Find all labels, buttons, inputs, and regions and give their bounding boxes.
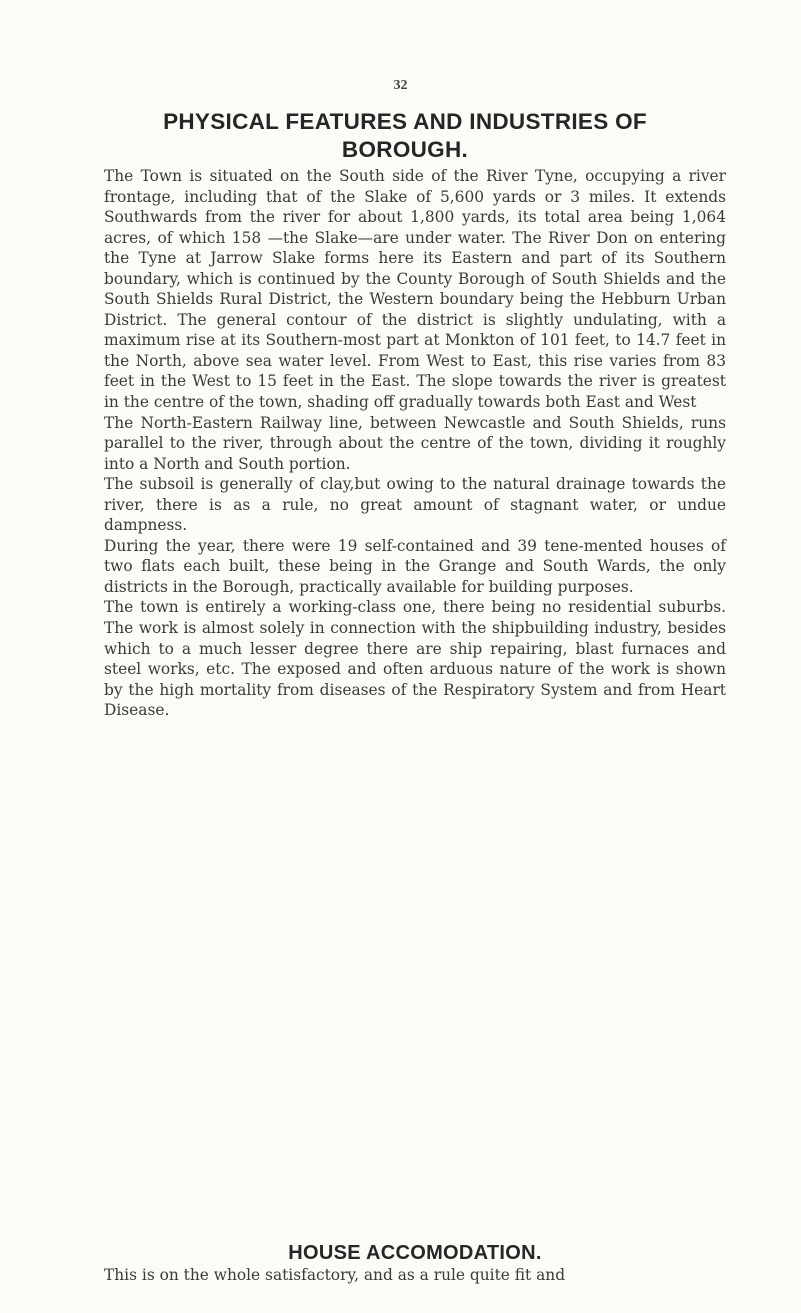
paragraph-railway: The North-Eastern Railway line, between Newcastle and South Shields, runs parallel to the river, through about the centre of the town, dividing it roughly into a North and South portion. bbox=[104, 413, 726, 473]
paragraph-housing-built: During the year, there were 19 self-contained and 39 tene-mented houses of two flats each built, these being in the Grange and South Wards, the only districts in the Borough, practically available for building purposes. bbox=[104, 536, 726, 596]
section-title bbox=[80, 108, 730, 164]
title-line-2: BOROUGH. bbox=[341, 137, 469, 162]
subheading-house-accommodation: HOUSE ACCOMODATION. bbox=[288, 1242, 542, 1264]
page-number: 32 bbox=[393, 78, 408, 93]
paragraph-industries: The town is entirely a working-class one, there being no residential suburbs. The work is almost solely in connection with the shipbuilding industry, besides which to a much lesser degree there are ship repairing, blast furnaces and steel works, etc. The exposed and often arduous nature of the work is shown by the high mortality from diseases of the Respiratory System and from Heart Disease. bbox=[104, 598, 726, 720]
paragraph-subsoil: The subsoil is generally of clay,but owing to the natural drainage towards the river, there is as a rule, no great amount of stagnant water, or undue dampness. bbox=[104, 475, 726, 535]
body-text bbox=[104, 166, 726, 721]
title-line-1: PHYSICAL FEATURES AND INDUSTRIES OF bbox=[163, 109, 647, 134]
paragraph-house-accommodation: This is on the whole satisfactory, and as a rule quite fit and bbox=[104, 1266, 566, 1284]
paragraph-location: The Town is situated on the South side of the River Tyne, occupying a river frontage, including that of the Slake of 5,600 yards or 3 miles. It extends Southwards from the river for about 1,800 yards, its total area being 1,064 acres, of which 158 —the Slake—are under water. The River Don on entering the Tyne at Jarrow Slake forms here its Eastern and part of its Southern boundary, which is continued by the County Borough of South Shields and the South Shields Rural District, the Western boundary being the Hebburn Urban District. The general contour of the district is slightly undulating, with a maximum rise at its Southern-most part at Monkton of 101 feet, to 14.7 feet in the North, above sea water level. From West to East, this rise varies from 83 feet in the West to 15 feet in the East. The slope towards the river is greatest in the centre of the town, shading off gradually towards both East and West bbox=[104, 167, 726, 412]
